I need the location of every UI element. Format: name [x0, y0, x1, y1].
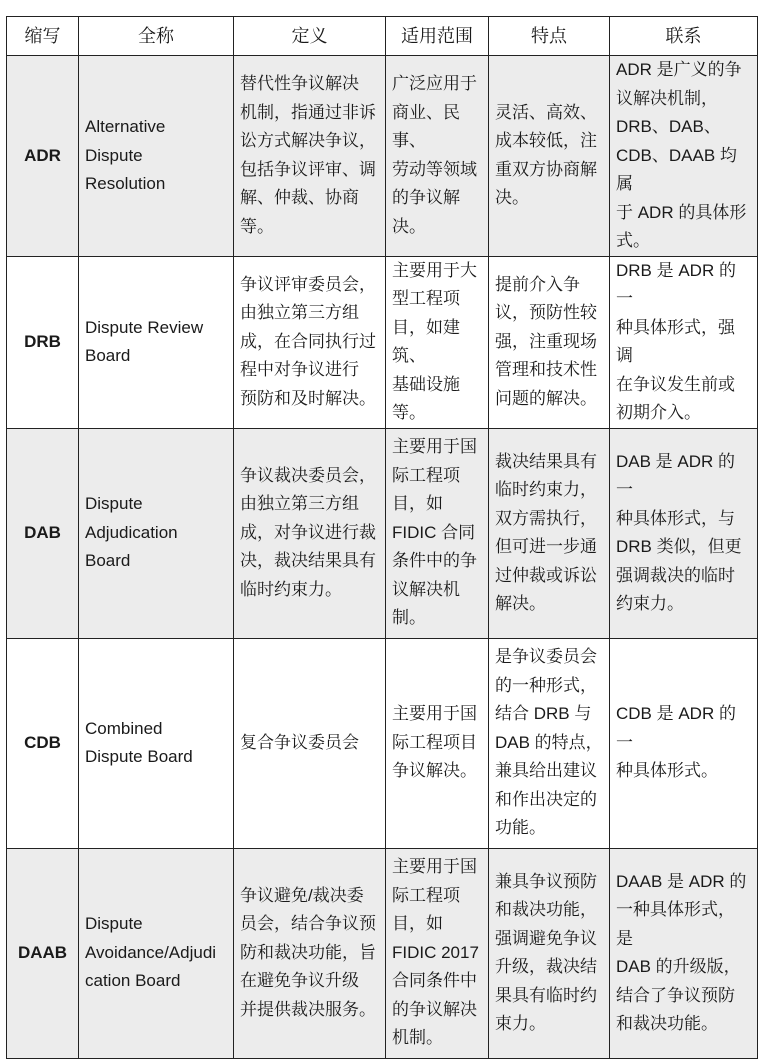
table-row [7, 256, 758, 428]
cell-definition: 替代性争议解决 机制，指通过非诉 讼方式解决争议， 包括争议评审、调 解、仲裁、协商等。 [234, 56, 386, 257]
header-full-name: 全称 [79, 17, 234, 56]
header-definition: 定义 [234, 17, 386, 56]
cell-abbreviation: CDB [7, 638, 79, 848]
cell-full-name: Alternative Dispute Resolution [79, 56, 234, 257]
cell-features: 是争议委员会 的一种形式， 结合 DRB 与 DAB 的特点， 兼具给出建议 和作出决定的 功能。 [489, 638, 610, 848]
table-body [7, 56, 758, 1059]
table-row [7, 428, 758, 638]
header-scope: 适用范围 [386, 17, 489, 56]
cell-features: 裁决结果具有 临时约束力， 双方需执行， 但可进一步通 过仲裁或诉讼 解决。 [489, 428, 610, 638]
table-row [7, 848, 758, 1058]
cell-full-name: Dispute Review Board [79, 256, 234, 428]
cell-features: 灵活、高效、 成本较低，注 重双方协商解 决。 [489, 56, 610, 257]
table-row [7, 638, 758, 848]
cell-abbreviation: DAAB [7, 848, 79, 1058]
cell-definition: 争议评审委员会， 由独立第三方组 成，在合同执行过 程中对争议进行 预防和及时解决。 [234, 256, 386, 428]
header-abbreviation: 缩写 [7, 17, 79, 56]
cell-relation: DAAB 是 ADR 的 一种具体形式，是 DAB 的升级版， 结合了争议预防 和裁决功能。 [610, 848, 758, 1058]
cell-definition: 争议避免/裁决委 员会，结合争议预 防和裁决功能，旨 在避免争议升级 并提供裁决服务。 [234, 848, 386, 1058]
cell-features: 提前介入争 议，预防性较 强，注重现场 管理和技术性 问题的解决。 [489, 256, 610, 428]
cell-features: 兼具争议预防 和裁决功能， 强调避免争议 升级，裁决结 果具有临时约 束力。 [489, 848, 610, 1058]
cell-scope: 广泛应用于 商业、民事、 劳动等领域 的争议解 决。 [386, 56, 489, 257]
cell-abbreviation: DRB [7, 256, 79, 428]
comparison-table [6, 16, 758, 1059]
cell-relation: CDB 是 ADR 的一 种具体形式。 [610, 638, 758, 848]
cell-relation: DRB 是 ADR 的一 种具体形式，强调 在争议发生前或 初期介入。 [610, 256, 758, 428]
header-row [7, 17, 758, 56]
cell-abbreviation: ADR [7, 56, 79, 257]
header-features: 特点 [489, 17, 610, 56]
cell-abbreviation: DAB [7, 428, 79, 638]
cell-relation: DAB 是 ADR 的一 种具体形式，与 DRB 类似，但更 强调裁决的临时 约束力。 [610, 428, 758, 638]
cell-scope: 主要用于国 际工程项 目，如 FIDIC 合同 条件中的争 议解决机 制。 [386, 428, 489, 638]
cell-scope: 主要用于国 际工程项目 争议解决。 [386, 638, 489, 848]
cell-relation: ADR 是广义的争 议解决机制， DRB、DAB、 CDB、DAAB 均属 于 ADR 的具体形 式。 [610, 56, 758, 257]
cell-full-name: Dispute Adjudication Board [79, 428, 234, 638]
cell-scope: 主要用于大 型工程项 目，如建筑、 基础设施 等。 [386, 256, 489, 428]
cell-definition: 复合争议委员会 [234, 638, 386, 848]
cell-scope: 主要用于国 际工程项 目，如 FIDIC 2017 合同条件中 的争议解决 机制。 [386, 848, 489, 1058]
header-relation: 联系 [610, 17, 758, 56]
cell-full-name: Combined Dispute Board [79, 638, 234, 848]
table-row [7, 56, 758, 257]
cell-definition: 争议裁决委员会， 由独立第三方组 成，对争议进行裁 决，裁决结果具有 临时约束力。 [234, 428, 386, 638]
cell-full-name: Dispute Avoidance/Adjudi cation Board [79, 848, 234, 1058]
